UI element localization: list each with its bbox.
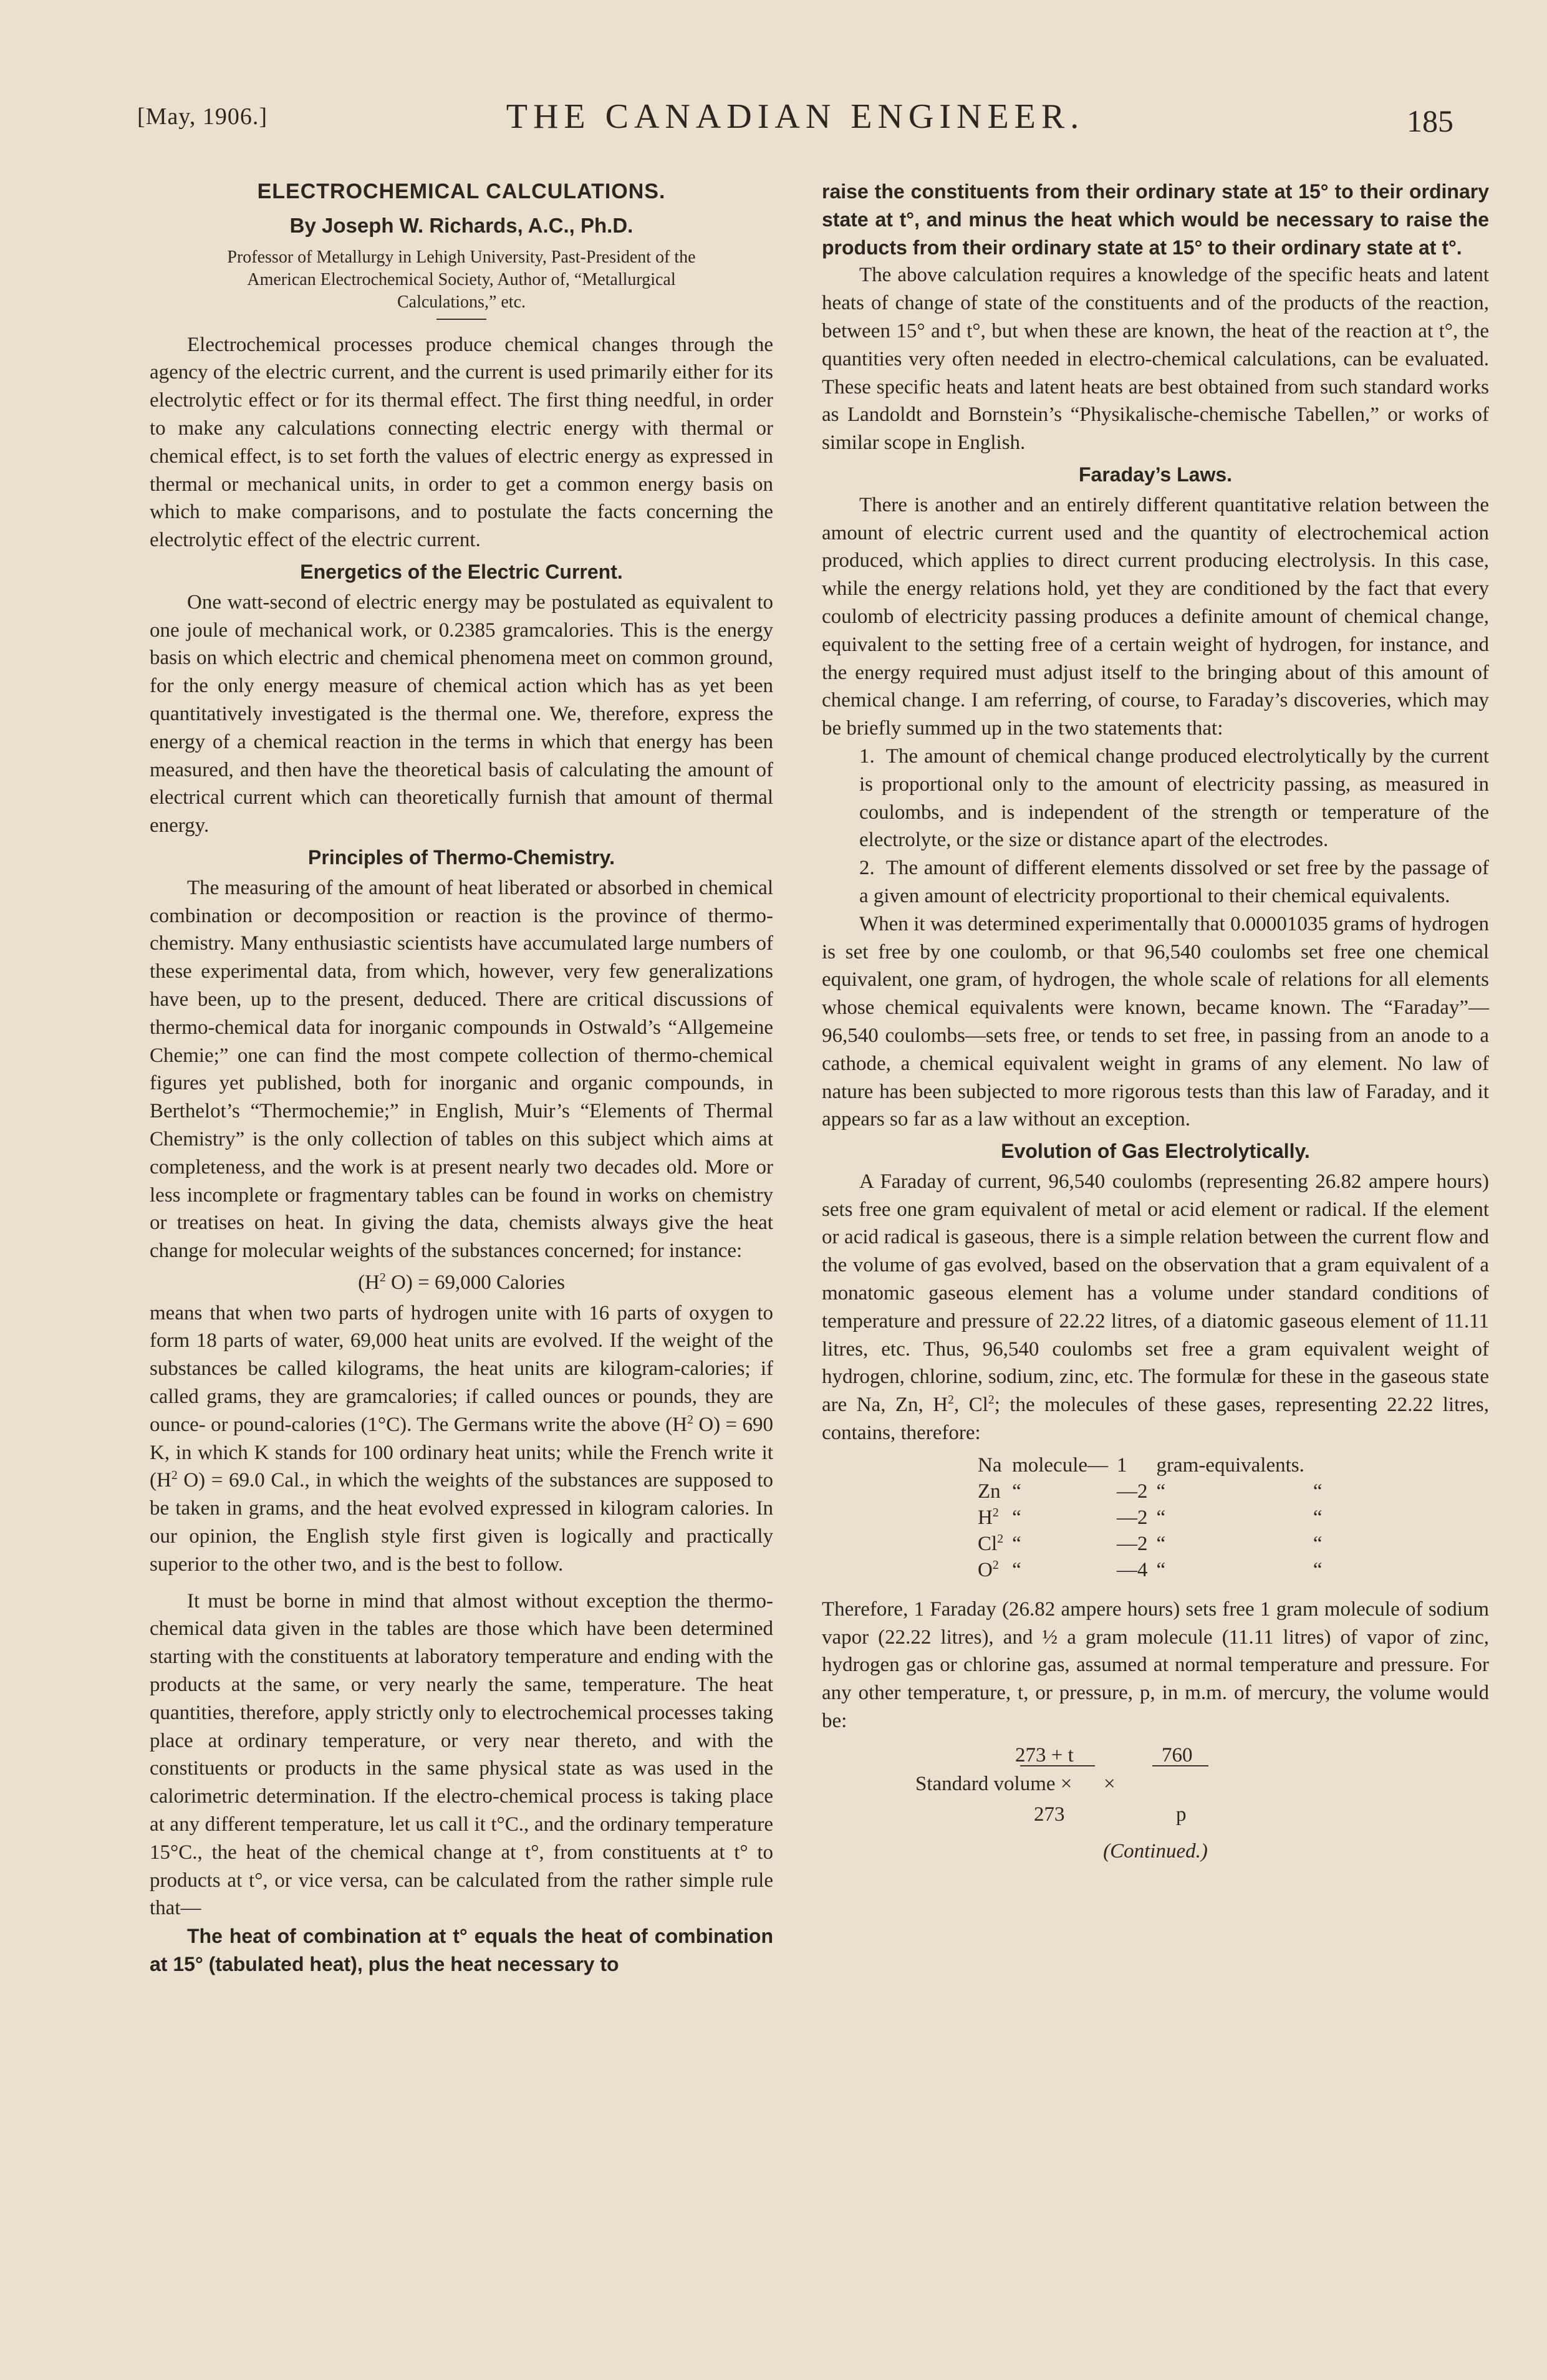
gas-count: —4 bbox=[1117, 1558, 1148, 1581]
article-title: ELECTROCHEMICAL CALCULATIONS. bbox=[257, 180, 666, 203]
heat-rule-part-1: The heat of combination at t° equals the heat of combination at 15° (tabulated heat), plus the heat necessary to bbox=[150, 1925, 773, 1976]
heading-thermo-chemistry: Principles of Thermo-Chemistry. bbox=[308, 846, 615, 869]
gas-table-row bbox=[978, 1531, 1331, 1557]
formula-denominator-1: 273 bbox=[1034, 1803, 1065, 1826]
gas-element: $O^2$ bbox=[978, 1558, 999, 1581]
gas-element: $H^2$ bbox=[978, 1505, 999, 1529]
standard-volume-formula bbox=[822, 1742, 1489, 1835]
thermo-paragraph-4: The above calculation requires a knowledge of the specific heats and latent heats of change of state of the constituents and of the products of the reaction, between 15° and t°, but when these are known, the heat of the reaction at t°, the quantities very often needed in electro-chemical calculations, can be evaluated. These specific heats and latent heats are best obtained from such standard works as Landoldt and Bornstein’s “Physikalische-chemische Tabellen,” or works of similar scope in English. bbox=[822, 264, 1489, 455]
gas-count: —2 bbox=[1117, 1480, 1148, 1503]
thermo-paragraph-1: The measuring of the amount of heat liberated or absorbed in chemical combination or decomposition or reaction is the province of thermo-chemistry. Many enthusiastic scientists have accumulated large numbers of these experimental data, from which, however, very few generalizations have been, up to the present, deduced. There are critical discussions of thermo-chemical data for inorganic compounds in Ostwald’s “Allgemeine Chemie;” one can find the most compete collection of thermo-chemical figures yet published, both for inorganic and organic compounds, in Berthelot’s “Thermochemie;” in English, Muir’s “Elements of Thermal Chemistry” is the only collection of tables on this subject which aims at completeness, and the work is at present nearly two decades old. More or less incomplete or fragmentary tables can be found in works on chemistry or treatises on heat. In giving the data, chemists always give the heat change for molecular weights of the substances concerned; for instance: bbox=[150, 876, 773, 1263]
gas-table-row bbox=[978, 1557, 1331, 1583]
journal-title: THE CANADIAN ENGINEER. bbox=[506, 97, 1085, 136]
formula-times: × bbox=[1104, 1772, 1116, 1795]
gas-unit: “ bbox=[1012, 1558, 1021, 1581]
gas-table-row bbox=[978, 1505, 1331, 1531]
heat-rule-part-2: raise the constituents from their ordinary state at 15° to their ordinary state at t°, and minus the heat which would be necessary to raise the products from their ordinary state at 15° to their ordinary state at t°. bbox=[822, 180, 1489, 259]
gas-count: 1 bbox=[1117, 1453, 1127, 1477]
gas-paragraph-2: Therefore, 1 Faraday (26.82 ampere hours) sets free 1 gram molecule of sodium vapor (22.22 litres), and ½ a gram molecule (11.11 litres) of vapor of zinc, hydrogen gas or chlorine gas, assumed at normal temperature and pressure. For any other temperature, t, or pressure, p, in m.m. of mercury, the volume would be: bbox=[822, 1597, 1489, 1733]
formula-numerator-2: 760 bbox=[1162, 1743, 1193, 1766]
left-column bbox=[150, 178, 773, 1978]
issue-date: [May, 1906.] bbox=[137, 104, 267, 130]
page-header bbox=[137, 97, 1453, 147]
gas-count: —2 bbox=[1117, 1532, 1148, 1555]
gas-count: —2 bbox=[1117, 1506, 1148, 1529]
gas-table-row bbox=[978, 1452, 1331, 1478]
gas-unit-label: “ bbox=[1156, 1558, 1166, 1581]
gas-unit-label: “ bbox=[1156, 1480, 1166, 1503]
heading-gas-evolution: Evolution of Gas Electrolytically. bbox=[1001, 1140, 1310, 1163]
gas-unit-label: gram-equivalents. bbox=[1156, 1453, 1304, 1477]
gas-unit: “ bbox=[1012, 1480, 1021, 1503]
article-author: By Joseph W. Richards, A.C., Ph.D. bbox=[289, 213, 634, 237]
formula-label: Standard volume × bbox=[915, 1772, 1072, 1795]
gas-equivalents-table bbox=[978, 1452, 1331, 1583]
gas-element: Na bbox=[978, 1453, 1002, 1477]
fraction-bar-2 bbox=[1152, 1765, 1208, 1766]
gas-table-row bbox=[978, 1478, 1331, 1505]
gas-element: Cl$^2$ bbox=[978, 1531, 1004, 1555]
continued-note: (Continued.) bbox=[1103, 1839, 1208, 1862]
intro-paragraph: Electrochemical processes produce chemical changes through the agency of the electric current, and the current is used primarily either for its electrolytic effect or for its thermal effect. The first thing needful, in order to make any calculations connecting electric energy with thermal or chemical effect, is to set forth the values of electric energy as expressed in thermal or mechanical units, in order to get a common energy basis on which to make comparisons, and to postulate the facts concerning the electrolytic effect of the electric current. bbox=[150, 333, 773, 552]
gas-element: Zn bbox=[978, 1480, 1001, 1503]
right-column bbox=[822, 178, 1489, 1866]
heading-energetics: Energetics of the Electric Current. bbox=[300, 560, 623, 583]
gas-unit: “ bbox=[1012, 1532, 1021, 1555]
gas-unit-label: “ bbox=[1156, 1506, 1166, 1529]
gas-paragraph-1: A Faraday of current, 96,540 coulombs (representing 26.82 ampere hours) sets free one gram equivalent of metal or acid element or radical. If the element or acid radical is gaseous, there is a simple relation between the current flow and the volume of gas evolved, based on the observation that a gram equivalent of a monatomic gaseous element has a volume under standard conditions of temperature and pressure of 22.22 litres, of a diatomic gaseous element of 11.11 litres, etc. Thus, 96,540 coulombs set free a gram equivalent weight of hydrogen, chlorine, sodium, zinc, etc. The formulæ for these in the gaseous state are Na, Zn, $H^2$, Cl$^2$; the molecules of these gases, representing 22.22 litres, contains, therefore: bbox=[822, 1170, 1489, 1445]
energetics-paragraph: One watt-second of electric energy may be postulated as equivalent to one joule of mechanical work, or 0.2385 gramcalories. This is the energy basis on which electric and chemical phenomena meet on common ground, for the only energy measure of chemical action which has as yet been quantitatively investigated is the thermal one. We, therefore, express the energy of a chemical reaction in the terms in which that energy has been measured, and then have the theoretical basis of calculating the amount of electrical current which can theoretically furnish that amount of thermal energy. bbox=[150, 590, 773, 837]
gas-ditto: “ bbox=[1313, 1506, 1323, 1529]
title-divider bbox=[436, 319, 486, 320]
author-affiliation: Professor of Metallurgy in Lehigh University, Past-President of the American Electrochemical Society, Author of, “Metallurgical Calculations,” etc. bbox=[227, 247, 696, 312]
water-formula: ($H^2$ O) = 69,000 Calories bbox=[358, 1270, 565, 1294]
faraday-paragraph-2: When it was determined experimentally that 0.00001035 grams of hydrogen is set free by one coulomb, or that 96,540 coulombs set free one chemical equivalent, one gram, of hydrogen, the whole scale of relations for all elements whose chemical equivalents were known, became known. The “Faraday”—96,540 coulombs—sets free, or tends to set free, in passing from an anode to a cathode, a chemical equivalent weight in grams of any element. No law of nature has been subjected to more rigorous tests than this law of Faraday, and it appears so far as a law without an exception. bbox=[822, 912, 1489, 1131]
page-number: 185 bbox=[1407, 104, 1453, 138]
faraday-law-1: 1. The amount of chemical change produced electrolytically by the current is proportional only to the amount of electricity passing, as measured in coulombs, and is independent of the strength or temperature of the electrolyte, or the size or distance apart of the electrodes. bbox=[859, 744, 1489, 852]
formula-denominator-2: p bbox=[1176, 1803, 1187, 1826]
gas-ditto: “ bbox=[1313, 1480, 1323, 1503]
heading-faradays-laws: Faraday’s Laws. bbox=[1078, 463, 1233, 486]
gas-unit: “ bbox=[1012, 1506, 1021, 1529]
formula-numerator-1: 273 + t bbox=[1015, 1743, 1074, 1766]
fraction-bar-1 bbox=[1020, 1765, 1095, 1766]
thermo-paragraph-2: means that when two parts of hydrogen unite with 16 parts of oxygen to form 18 parts of water, 69,000 heat units are evolved. If the weight of the substances be called kilograms, the heat units are kilogram-calories; if called grams, they are gramcalories; if called ounces or pounds, they are ounce- or pound-calories (1°C). The Germans write the above ($H^2$ O) = 690 K, in which K stands for 100 ordinary heat units; while the French write it ($H^2$ O) = 69.0 Cal., in which the weights of the substances are supposed to be taken in grams, and the heat evolved expressed in kilogram calories. In our opinion, the English style first given is logically and practically superior to the other two, and is the best to follow. bbox=[150, 1301, 773, 1576]
faraday-law-2: 2. The amount of different elements dissolved or set free by the passage of a given amount of electricity proportional to their chemical equivalents. bbox=[859, 857, 1489, 907]
thermo-paragraph-3: It must be borne in mind that almost without exception the thermo-chemical data given in the tables are those which have been determined starting with the constituents at laboratory temperature and ending with the products at the same, or very nearly the same, temperature. The heat quantities, therefore, apply strictly only to electrochemical processes taking place at ordinary temperature, or very near thereto, and with the constituents or products in the same physical state as was used in the calorimetric determination. If the electro-chemical process is taking place at any different temperature, let us call it t°C., and the ordinary temperature 15°C., the heat of the chemical change at t°, from constituents at t° to products at t°, or vice versa, can be calculated from the rather simple rule that— bbox=[150, 1589, 773, 1920]
gas-ditto: “ bbox=[1313, 1558, 1323, 1581]
gas-ditto: “ bbox=[1313, 1532, 1323, 1555]
gas-unit: molecule— bbox=[1012, 1453, 1109, 1477]
gas-unit-label: “ bbox=[1156, 1532, 1166, 1555]
faraday-paragraph-1: There is another and an entirely different quantitative relation between the amount of electric current used and the quantity of electrochemical action produced, which applies to direct current producing electrolysis. In this case, while the energy relations hold, yet they are conditioned by the fact that every coulomb of electricity passing produces a definite amount of chemical change, equivalent to the setting free of a certain weight of hydrogen, for instance, and the energy required must adjust itself to the bringing about of this amount of chemical change. I am referring, of course, to Faraday’s discoveries, which may be briefly summed up in the two statements that: bbox=[822, 493, 1489, 740]
